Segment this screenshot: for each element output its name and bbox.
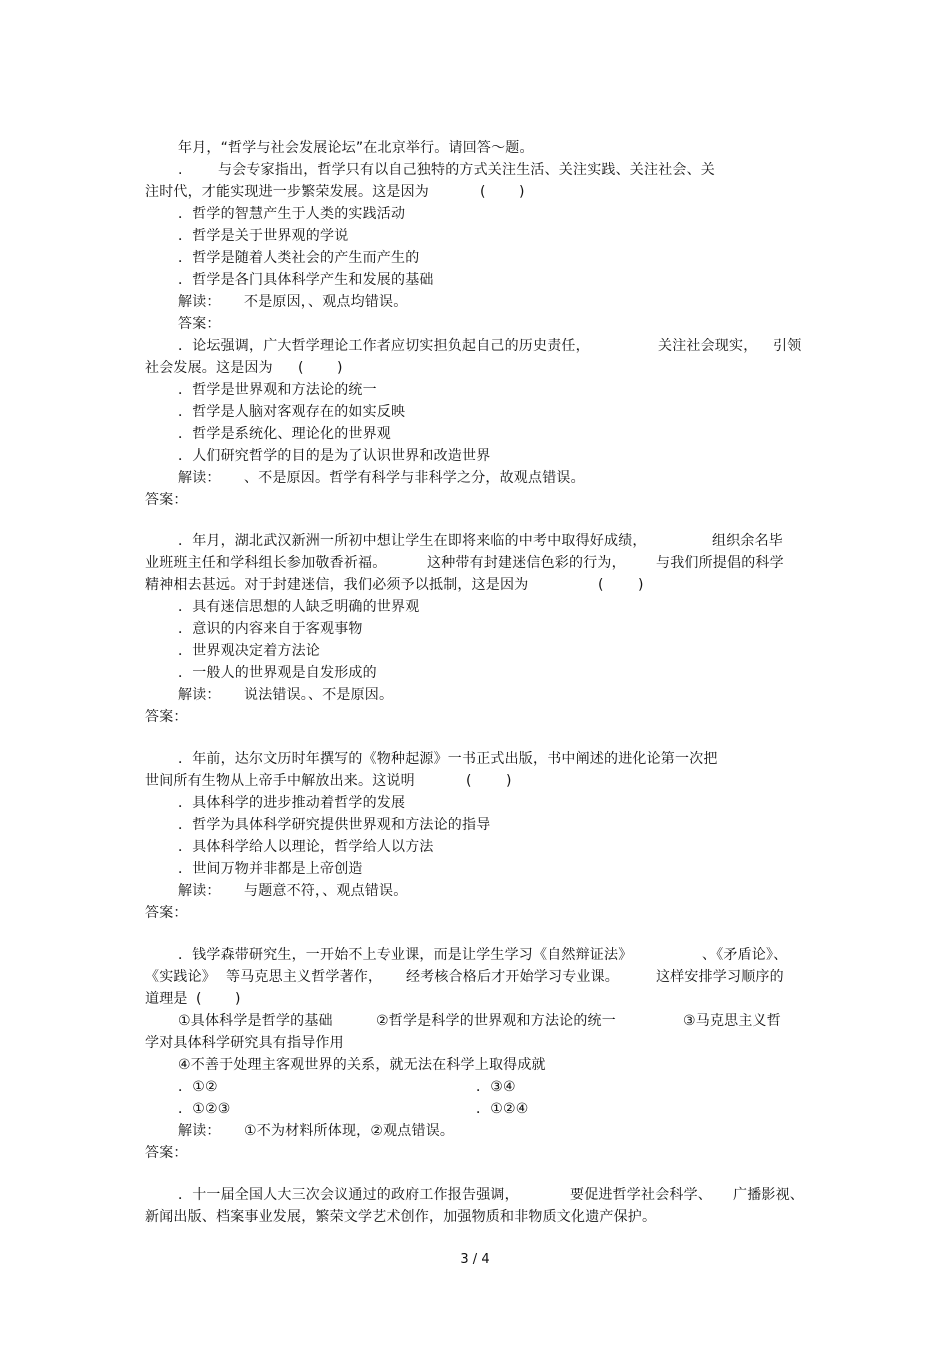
text-segment: 解读： [178, 687, 221, 703]
text-segment: ．哲学为具体科学研究提供世界观和方法论的指导 [178, 817, 491, 833]
text-segment: ．哲学是各门具体科学产生和发展的基础 [178, 272, 434, 288]
text-line [0, 357, 950, 379]
text-segment: ．①②③ [178, 1101, 231, 1117]
text-segment: 经考核合格后才开始学习专业课。 [406, 969, 619, 985]
text-segment: 组织余名毕 [712, 533, 783, 549]
option-line [0, 836, 950, 858]
text-segment: 解读： [178, 470, 221, 486]
text-segment: 答案： [145, 905, 188, 921]
answer-paren-open: ( [598, 577, 604, 593]
option-line [0, 640, 950, 662]
text-segment: 新闻出版、档案事业发展，繁荣文学艺术创作，加强物质和非物质文化遗产保护。 [145, 1209, 657, 1225]
text-segment: 精神相去甚远。对于封建迷信，我们必须予以抵制，这是因为 [145, 577, 529, 593]
option-line [0, 792, 950, 814]
text-segment: 答案： [145, 1145, 188, 1161]
text-line [0, 988, 950, 1010]
text-segment: ．论坛强调，广大哲学理论工作者应切实担负起自己的历史责任， [178, 338, 590, 354]
text-line [0, 574, 950, 596]
text-segment: ②哲学是科学的世界观和方法论的统一 [376, 1013, 616, 1029]
text-segment: 社会发展。这是因为 [145, 360, 273, 376]
text-segment: 这样安排学习顺序的 [656, 969, 784, 985]
text-segment: 要促进哲学社会科学、 [570, 1187, 712, 1203]
text-line [0, 770, 950, 792]
explanation-line [0, 1120, 950, 1142]
text-line [0, 181, 950, 203]
text-segment: ．①②④ [476, 1101, 529, 1117]
text-segment: 解读： [178, 294, 221, 310]
text-segment: ③马克思主义哲 [683, 1013, 781, 1029]
answer-paren-open: ( [196, 991, 202, 1007]
option-line [0, 858, 950, 880]
text-segment: ．钱学森带研究生，一开始不上专业课，而是让学生学习《自然辩证法》 [178, 947, 633, 963]
answer-paren-close: ) [235, 991, 241, 1007]
text-line [0, 1184, 950, 1206]
text-segment: 与我们所提倡的科学 [656, 555, 784, 571]
text-segment: ．一般人的世界观是自发形成的 [178, 665, 377, 681]
text-segment: 与题意不符，、观点错误。 [244, 883, 408, 899]
text-segment: 道理是 [145, 991, 188, 1007]
text-segment: ．③④ [476, 1079, 516, 1095]
text-segment: ．意识的内容来自于客观事物 [178, 621, 363, 637]
text-segment: 答案： [145, 709, 188, 725]
text-segment: 《实践论》 [145, 969, 216, 985]
explanation-line [0, 291, 950, 313]
answer-paren-close: ) [506, 773, 512, 789]
text-segment: 等马克思主义哲学著作， [226, 969, 383, 985]
text-segment: ．哲学是随着人类社会的产生而产生的 [178, 250, 420, 266]
option-line [0, 618, 950, 640]
option-line [0, 247, 950, 269]
text-segment: 年月，“哲学与社会发展论坛”在北京举行。请回答～题。 [178, 140, 534, 156]
text-segment: 这种带有封建迷信色彩的行为， [427, 555, 626, 571]
text-segment: ．年前，达尔文历时年撰写的《物种起源》一书正式出版，书中阐述的进化论第一次把 [178, 751, 718, 767]
answer-paren-open: ( [466, 773, 472, 789]
option-line [0, 445, 950, 467]
text-line [0, 748, 950, 770]
text-line [0, 159, 950, 181]
text-segment: 注时代，才能实现进一步繁荣发展。这是因为 [145, 184, 429, 200]
text-segment: ．人们研究哲学的目的是为了认识世界和改造世界 [178, 448, 491, 464]
text-segment: ．哲学是人脑对客观存在的如实反映 [178, 404, 406, 420]
option-line [0, 269, 950, 291]
text-segment: 与会专家指出，哲学只有以自己独特的方式关注生活、关注实践、关注社会、关 [218, 162, 715, 178]
text-segment: 引领 [773, 338, 802, 354]
text-segment: ．哲学是关于世界观的学说 [178, 228, 349, 244]
text-segment: ①不为材料所体现，②观点错误。 [244, 1123, 455, 1139]
text-segment: 业班班主任和学科组长参加敬香祈福。 [145, 555, 387, 571]
answer-paren-close: ) [519, 184, 525, 200]
answer-paren-close: ) [638, 577, 644, 593]
text-segment: ．哲学的智慧产生于人类的实践活动 [178, 206, 406, 222]
statement-line [0, 1032, 950, 1054]
text-segment: . [178, 162, 183, 178]
option-line [0, 596, 950, 618]
answer-paren-close: ) [337, 360, 343, 376]
answer-paren-open: ( [298, 360, 304, 376]
text-line [0, 966, 950, 988]
text-segment: 世间所有生物从上帝手中解放出来。这说明 [145, 773, 415, 789]
text-segment: ．哲学是系统化、理论化的世界观 [178, 426, 391, 442]
text-segment: ．①② [178, 1079, 218, 1095]
explanation-line [0, 467, 950, 489]
text-segment: ．具体科学给人以理论，哲学给人以方法 [178, 839, 434, 855]
text-segment: 不是原因，、观点均错误。 [244, 294, 408, 310]
text-segment: ．十一届全国人大三次会议通过的政府工作报告强调， [178, 1187, 519, 1203]
explanation-line [0, 684, 950, 706]
option-line [0, 203, 950, 225]
option-line [0, 423, 950, 445]
answer-line [0, 1142, 950, 1164]
option-line [0, 814, 950, 836]
text-segment: 关注社会现实， [658, 338, 758, 354]
text-segment: ．哲学是世界观和方法论的统一 [178, 382, 377, 398]
option-line [0, 662, 950, 684]
text-segment: ．世间万物并非都是上帝创造 [178, 861, 363, 877]
text-segment: 解读： [178, 883, 221, 899]
option-line [0, 401, 950, 423]
text-line [0, 552, 950, 574]
answer-line [0, 313, 950, 335]
text-segment: 、《矛盾论》、 [702, 947, 788, 963]
text-segment: 、不是原因。哲学有科学与非科学之分，故观点错误。 [244, 470, 585, 486]
answer-line [0, 902, 950, 924]
text-segment: 说法错误。、不是原因。 [244, 687, 394, 703]
page-number: 3 / 4 [460, 1252, 490, 1267]
option-line [0, 225, 950, 247]
statement-line [0, 1054, 950, 1076]
text-line [0, 137, 950, 159]
answer-line [0, 489, 950, 511]
text-segment: 答案： [178, 316, 221, 332]
text-segment: ．具体科学的进步推动着哲学的发展 [178, 795, 406, 811]
text-segment: 解读： [178, 1123, 221, 1139]
option-line [0, 1098, 950, 1120]
text-segment: 学对具体科学研究具有指导作用 [145, 1035, 344, 1051]
text-segment: 广播影视、 [733, 1187, 804, 1203]
text-segment: ．年月，湖北武汉新洲一所初中想让学生在即将来临的中考中取得好成绩， [178, 533, 647, 549]
statement-line [0, 1010, 950, 1032]
text-line [0, 1206, 950, 1228]
option-line [0, 1076, 950, 1098]
option-line [0, 379, 950, 401]
text-segment: ④不善于处理主客观世界的关系，就无法在科学上取得成就 [178, 1057, 546, 1073]
text-segment: 答案： [145, 492, 188, 508]
answer-line [0, 706, 950, 728]
text-line [0, 944, 950, 966]
text-segment: ①具体科学是哲学的基础 [178, 1013, 333, 1029]
text-line [0, 530, 950, 552]
answer-paren-open: ( [480, 184, 486, 200]
text-line [0, 335, 950, 357]
text-segment: ．具有迷信思想的人缺乏明确的世界观 [178, 599, 420, 615]
explanation-line [0, 880, 950, 902]
text-segment: ．世界观决定着方法论 [178, 643, 320, 659]
